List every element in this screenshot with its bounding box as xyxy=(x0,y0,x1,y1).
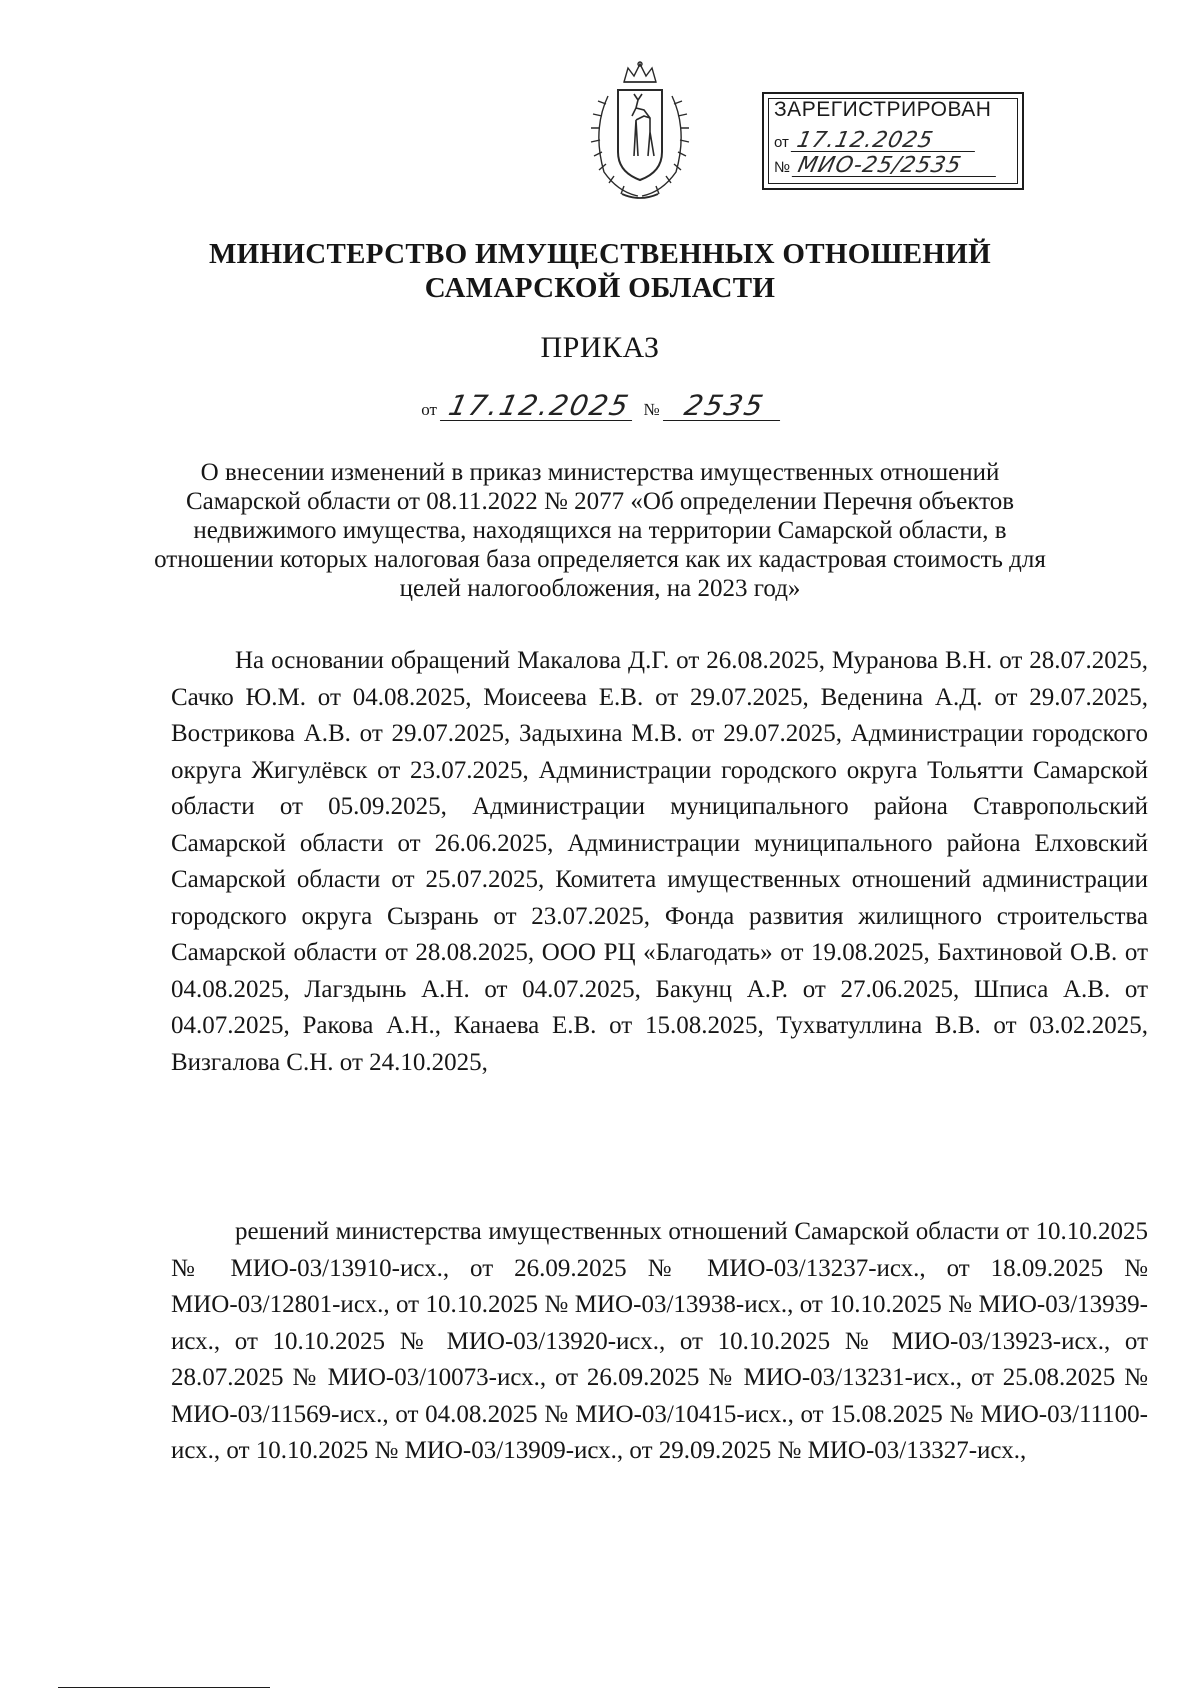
ministry-title-line1: МИНИСТЕРСТВО ИМУЩЕСТВЕННЫХ ОТНОШЕНИЙ xyxy=(208,238,991,270)
stamp-number-prefix: № xyxy=(774,159,791,176)
stamp-date-handwritten: 17.12.2025 xyxy=(791,131,979,152)
order-number-prefix: № xyxy=(643,400,660,419)
paragraph-decisions-text: решений министерства имущественных отношений Самарской области от 10.10.2025 № МИО-03/13910-исх., от 26.09.2025 № МИО-03/13237-исх., от 18.09.2025 № МИО-03/12801-исх., от 10.10.2025 № МИО-03/13938-исх., от 10.10.2025 № МИО-03/13939-исх., от 10.10.2025 № МИО-03/13920-исх., от 10.10.2025 № МИО-03/13923-исх., от 28.07.2025 № МИО-03/10073-исх., от 26.09.2025 № МИО-03/13231-исх., от 25.08.2025 № МИО-03/11569-исх., от 04.08.2025 № МИО-03/10415-исх., от 15.08.2025 № МИО-03/11100-исх., от 10.10.2025 № МИО-03/13909-исх., от 29.09.2025 № МИО-03/13327-исх., xyxy=(171,1218,1148,1464)
registration-stamp xyxy=(762,92,1024,190)
order-subject: О внесении изменений в приказ министерства имущественных отношений Самарской области от 08.11.2022 № 2077 «Об определении Перечня объектов недвижимого имущества, находящихся на территории Самарской области, в отношении которых налоговая база определяется как их кадастровая стоимость для целей налогообложения, на 2023 год» xyxy=(154,459,1046,602)
footnote-divider xyxy=(58,1687,270,1688)
order-date-prefix: от xyxy=(421,400,437,419)
stamp-date-prefix: от xyxy=(774,134,789,151)
stamp-title: ЗАРЕГИСТРИРОВАН xyxy=(774,98,992,121)
coat-of-arms-emblem xyxy=(578,60,702,202)
ministry-title-line2: САМАРСКОЙ ОБЛАСТИ xyxy=(424,272,776,304)
stamp-number-handwritten: МИО-25/2535 xyxy=(792,156,1000,177)
stamp-date-line xyxy=(774,128,977,153)
order-date-number-line xyxy=(0,389,1200,422)
body-paragraph-appeals xyxy=(171,643,1148,1081)
body-paragraph-decisions xyxy=(171,1214,1148,1470)
paragraph-appeals-text: На основании обращений Макалова Д.Г. от 26.08.2025, Муранова В.Н. от 28.07.2025, Сачко Ю.М. от 04.08.2025, Моисеева Е.В. от 29.07.2025, Веденина А.Д. от 29.07.2025, Вострикова А.В. от 29.07.2025, Задыхина М.В. от 29.07.2025, Администрации городского округа Жигулёвск от 23.07.2025, Администрации городского округа Тольятти Самарской области от 05.09.2025, Администрации муниципального района Ставропольский Самарской области от 26.06.2025, Администрации муниципального района Елховский Самарской области от 25.07.2025, Комитета имущественных отношений администрации городского округа Сызрань от 23.07.2025, Фонда развития жилищного строительства Самарской области от 28.08.2025, ООО РЦ «Благодать» от 19.08.2025, Бахтиновой О.В. от 04.08.2025, Лагздынь А.Н. от 04.07.2025, Бакунц А.Р. от 27.06.2025, Шписа А.В. от 04.07.2025, Ракова А.Н., Канаева Е.В. от 15.08.2025, Тухватуллина В.В. от 03.02.2025, Визгалова С.Н. от 24.10.2025, xyxy=(171,647,1148,1076)
order-date-handwritten: 17.12.2025 xyxy=(440,392,638,421)
document-type-heading: ПРИКАЗ xyxy=(540,331,660,364)
stamp-number-line xyxy=(774,153,998,178)
order-number-handwritten: 2535 xyxy=(663,392,786,421)
ministry-title xyxy=(0,237,1200,305)
